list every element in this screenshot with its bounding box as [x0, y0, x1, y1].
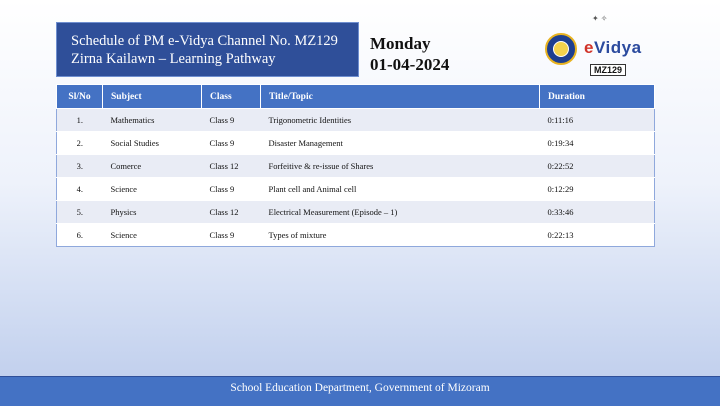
- cell-subject: Mathematics: [103, 109, 202, 132]
- cell-title: Electrical Measurement (Episode – 1): [261, 201, 540, 224]
- col-header-duration: Duration: [540, 85, 655, 109]
- col-header-subject: Subject: [103, 85, 202, 109]
- cell-sl: 6.: [57, 224, 103, 247]
- schedule-table: [56, 84, 655, 247]
- col-header-sl: Sl/No: [57, 85, 103, 109]
- logo-vidya: Vidya: [593, 38, 642, 57]
- evidya-logo: [584, 38, 642, 58]
- cell-subject: Comerce: [103, 155, 202, 178]
- logo-e: e: [584, 38, 594, 57]
- cell-sl: 2.: [57, 132, 103, 155]
- footer-bar: [0, 376, 720, 406]
- channel-badge: MZ129: [590, 64, 626, 76]
- cell-title: Trigonometric Identities: [261, 109, 540, 132]
- cell-class: Class 12: [202, 155, 261, 178]
- cell-sl: 5.: [57, 201, 103, 224]
- schedule-title-box: [56, 22, 359, 77]
- table-row: [57, 132, 655, 155]
- cell-sl: 1.: [57, 109, 103, 132]
- table-header-row: [57, 85, 655, 109]
- cell-subject: Social Studies: [103, 132, 202, 155]
- cell-duration: 0:12:29: [540, 178, 655, 201]
- cell-subject: Science: [103, 224, 202, 247]
- col-header-class: Class: [202, 85, 261, 109]
- schedule-title-line1: Schedule of PM e-Vidya Channel No. MZ129: [71, 33, 338, 49]
- cell-sl: 4.: [57, 178, 103, 201]
- cell-class: Class 9: [202, 178, 261, 201]
- sparkle-icon: ✦ ✧: [592, 14, 608, 23]
- table-row: [57, 224, 655, 247]
- cell-title: Plant cell and Animal cell: [261, 178, 540, 201]
- cell-class: Class 12: [202, 201, 261, 224]
- cell-duration: 0:33:46: [540, 201, 655, 224]
- cell-class: Class 9: [202, 109, 261, 132]
- cell-title: Forfeitive & re-issue of Shares: [261, 155, 540, 178]
- table-row: [57, 155, 655, 178]
- cell-sl: 3.: [57, 155, 103, 178]
- government-seal-icon: [545, 33, 577, 65]
- date-block: [370, 33, 449, 75]
- cell-class: Class 9: [202, 224, 261, 247]
- cell-title: Types of mixture: [261, 224, 540, 247]
- cell-duration: 0:22:52: [540, 155, 655, 178]
- cell-title: Disaster Management: [261, 132, 540, 155]
- cell-duration: 0:19:34: [540, 132, 655, 155]
- cell-subject: Science: [103, 178, 202, 201]
- col-header-title: Title/Topic: [261, 85, 540, 109]
- cell-subject: Physics: [103, 201, 202, 224]
- cell-class: Class 9: [202, 132, 261, 155]
- table-row: [57, 109, 655, 132]
- day-label: Monday: [370, 34, 431, 53]
- cell-duration: 0:22:13: [540, 224, 655, 247]
- schedule-title-line2: Zirna Kailawn – Learning Pathway: [71, 51, 276, 67]
- date-label: 01-04-2024: [370, 55, 450, 74]
- table-row: [57, 178, 655, 201]
- footer-text: School Education Department, Government of Mizoram: [230, 382, 490, 394]
- table-row: [57, 201, 655, 224]
- cell-duration: 0:11:16: [540, 109, 655, 132]
- seal-center: [553, 41, 569, 57]
